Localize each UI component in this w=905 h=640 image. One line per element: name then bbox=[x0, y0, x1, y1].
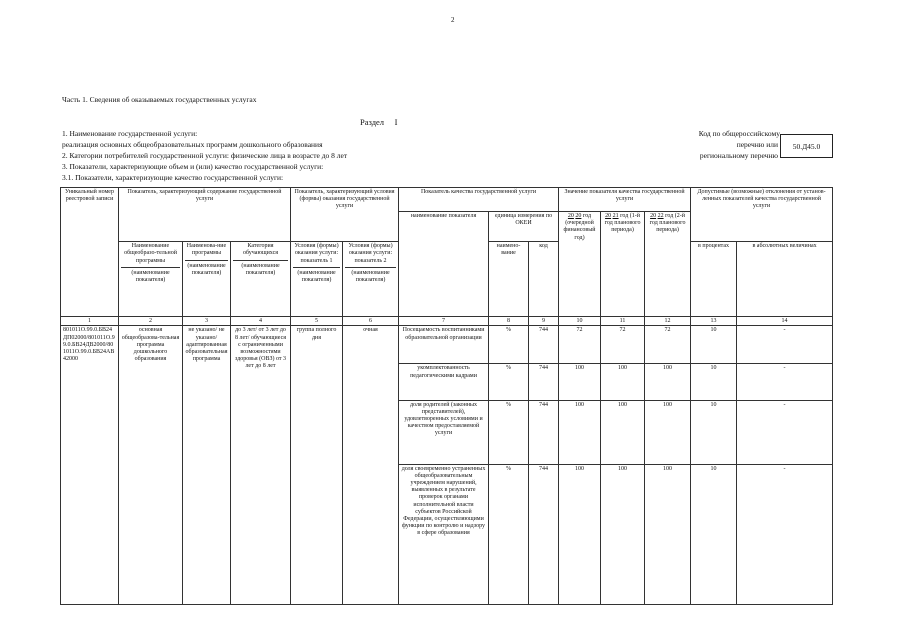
code-label-1: Код по общероссийскому bbox=[698, 129, 780, 138]
code-label-3: региональному перечню bbox=[699, 151, 778, 160]
consumer-category: 2. Категории потребителей государственной услуги: физические лица в возрасте до 8 лет bbox=[62, 151, 348, 160]
header-year-1: 20 20 год (очередной финансовый год) bbox=[559, 212, 601, 317]
header-year-2: 20 21 год (1-й год планового периода) bbox=[601, 212, 645, 317]
category-cell: до 3 лет/ от 3 лет до 8 лет/ обучающиеся с ограниченными возможностями здоровья (ОВЗ) от 3 лет до 8 лет bbox=[231, 326, 291, 605]
table-row: 801011О.99.0.БВ24ДП02000/801011О.99.0.БВ24ДВ2000/801011О.99.0.БВ24АВ42000 основная общеобразова-тельная программа дошкольного образования не указано/ не указано/ адаптированная образовательная программа до 3 лет/ от 3 лет до 8 лет/ обучающиеся с ограниченными возможностями здоровья (ОВЗ) от 3 лет до 8 лет группа полного дня очная Посещаемость воспитанниками образовательной организации % 744 72 72 72 10 - bbox=[61, 326, 833, 364]
service-name-label: 1. Наименование государственной услуги: bbox=[62, 129, 198, 138]
section-label: Раздел bbox=[360, 117, 385, 127]
header-reg-number: Уникальный номер реестровой записи bbox=[61, 188, 119, 317]
indicators-heading: 3. Показатели, характеризующие объем и (или) качество государственной услуги: bbox=[62, 162, 324, 171]
service-name-value: реализация основных общеобразовательных программ дошкольного образования bbox=[62, 140, 323, 149]
header-conditions: Показатель, характеризующий условия (формы) оказания государственной услуги bbox=[291, 188, 399, 212]
registry-code-box: 50.Д45.0 bbox=[780, 134, 833, 158]
header-condition-1: Условия (формы) оказания услуги: показатель 1 (наименование показателя) bbox=[291, 242, 343, 317]
quality-indicators-heading: 3.1. Показатели, характеризующие качество государственной услуги: bbox=[62, 173, 284, 182]
header-unit-code: код bbox=[529, 242, 559, 317]
header-pct: в процентах bbox=[691, 242, 737, 317]
condition-2-cell: очная bbox=[343, 326, 399, 605]
indicator-name: доля родителей (законных представителей), удовлетворенных условиями и качеством предоставляемой услуги bbox=[399, 400, 489, 464]
header-content: Показатель, характеризующий содержание государственной услуги bbox=[119, 188, 291, 212]
header-deviation: Допустимые (возможные) отклонения от установ-ленных показателей качества государственной услуги bbox=[691, 188, 833, 242]
quality-indicators-table bbox=[60, 187, 833, 605]
header-quality: Показатель качества государственной услуги bbox=[399, 188, 559, 212]
header-year-3: 20 22 год (2-й год планового периода) bbox=[645, 212, 691, 317]
indicator-name: Посещаемость воспитанниками образовательной организации bbox=[399, 326, 489, 364]
header-program-name: Наименова-ние программы (наименование показателя) bbox=[183, 242, 231, 317]
reg-number-cell: 801011О.99.0.БВ24ДП02000/801011О.99.0.БВ24ДВ2000/801011О.99.0.БВ24АВ42000 bbox=[61, 326, 119, 605]
indicator-name: укомплектованность педагогическими кадрами bbox=[399, 364, 489, 400]
program-cell: основная общеобразова-тельная программа дошкольного образования bbox=[119, 326, 183, 605]
header-program: Наименование общеобразо-тельной программы (наименование показателя) bbox=[119, 242, 183, 317]
section-heading bbox=[360, 117, 398, 127]
header-values: Значение показателя качества государственной услуги bbox=[559, 188, 691, 212]
table-row: доля своевременно устраненных общеобразовательным учреждением нарушений, выявленных в результате проверок органами исполнительной власти субъектов Российской Федерации, осуществляющими функции по контролю и надзору в сфере образования % 744 100 100 100 10 - bbox=[61, 464, 833, 604]
header-condition-2: Условия (формы) оказания услуги: показатель 2 (наименование показателя) bbox=[343, 242, 399, 317]
header-unit: единица измерения по ОКЕИ bbox=[489, 212, 559, 242]
column-numbers-row: 1 2 3 4 5 6 7 8 9 10 11 12 13 14 bbox=[61, 317, 833, 326]
table-row: укомплектованность педагогическими кадрами % 744 100 100 100 10 - bbox=[61, 364, 833, 400]
indicator-name: доля своевременно устраненных общеобразовательным учреждением нарушений, выявленных в результате проверок органами исполнительной власти субъектов Российской Федерации, осуществляющими функции по контролю и надзору в сфере образования bbox=[399, 464, 489, 604]
page-number: 2 bbox=[451, 16, 455, 24]
code-label-2: перечню или bbox=[736, 140, 778, 149]
part-title: Часть 1. Сведения об оказываемых государственных услугах bbox=[62, 95, 257, 104]
condition-1-cell: группа полного дня bbox=[291, 326, 343, 605]
header-unit-name: наимено-вание bbox=[489, 242, 529, 317]
table-row: доля родителей (законных представителей), удовлетворенных условиями и качеством предоставляемой услуги % 744 100 100 100 10 - bbox=[61, 400, 833, 464]
program-name-cell: не указано/ не указано/ адаптированная образовательная программа bbox=[183, 326, 231, 605]
header-category: Категория обучающихся (наименование показателя) bbox=[231, 242, 291, 317]
header-indicator-name: наименование показателя bbox=[399, 212, 489, 317]
header-abs: в абсолютных величинах bbox=[737, 242, 833, 317]
section-number: I bbox=[394, 117, 398, 127]
